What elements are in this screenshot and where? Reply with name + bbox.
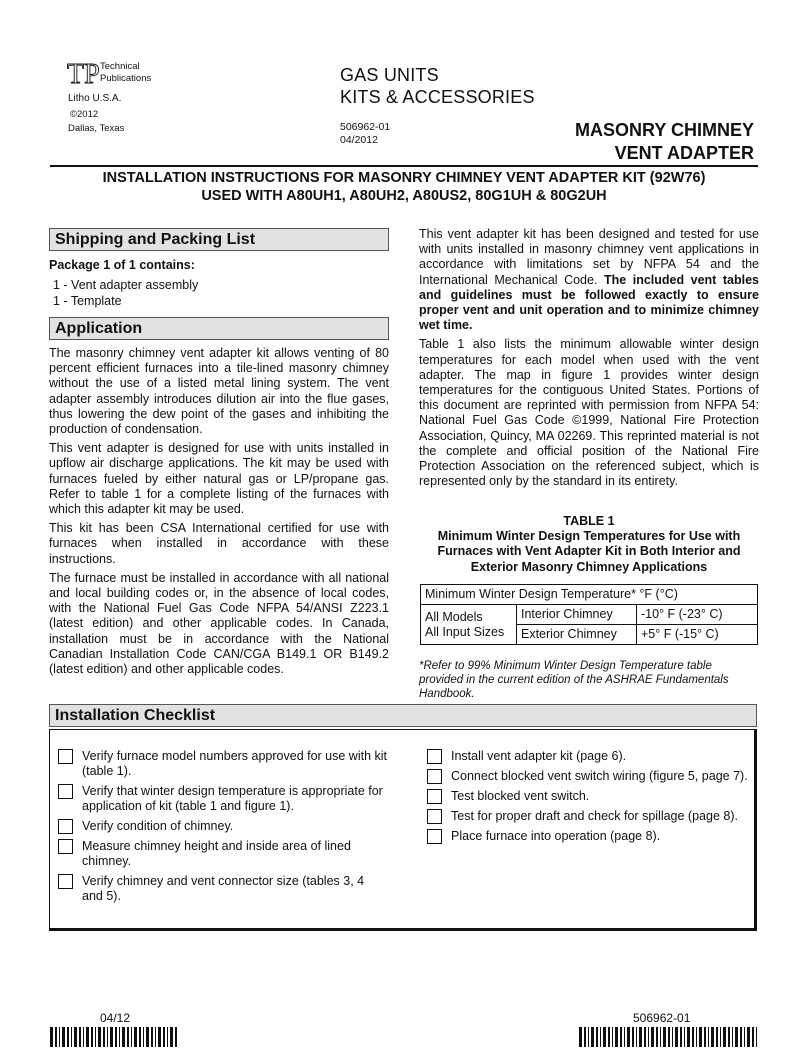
checklist-item-label: Place furnace into operation (page 8). [451, 829, 661, 843]
publisher-line2: Publications [100, 73, 152, 84]
barcode-bar [627, 1027, 630, 1047]
barcode-bar [71, 1027, 72, 1047]
checkbox[interactable] [58, 749, 73, 764]
barcode-bar [139, 1027, 141, 1047]
models-line1: All Models [425, 609, 483, 624]
barcode-bar [684, 1027, 685, 1047]
barcode-bar [127, 1027, 129, 1047]
doc-date: 04/2012 [340, 134, 378, 146]
litho-text: Litho U.S.A. [68, 93, 122, 104]
logo-mark: TP [67, 59, 100, 88]
barcode-bar [596, 1027, 598, 1047]
checkbox[interactable] [427, 809, 442, 824]
barcode-bar [704, 1027, 706, 1047]
barcode-bar [672, 1027, 673, 1047]
barcode-bar [134, 1027, 137, 1047]
barcode-bar [636, 1027, 637, 1047]
doc-id [340, 121, 390, 147]
checklist-item-label: Install vent adapter kit (page 6). [451, 749, 627, 763]
checklist-item [427, 809, 755, 824]
barcode-bar [151, 1027, 153, 1047]
copyright-text: ©2012 [70, 109, 99, 120]
barcode-bar [732, 1027, 733, 1047]
barcode-bar [680, 1027, 682, 1047]
barcode-bar [687, 1027, 690, 1047]
barcode-bar [624, 1027, 625, 1047]
main-title-line2: USED WITH A80UH1, A80UH2, A80US2, 80G1UH & 80G2UH [201, 188, 607, 204]
barcode-bar [170, 1027, 173, 1047]
checklist-item-label: Verify that winter design temperature is appropriate for application of kit (table 1 and figure 1). [82, 784, 383, 813]
checklist-item [427, 749, 755, 764]
barcode-bar [119, 1027, 120, 1047]
chimney-cell: Exterior Chimney [517, 625, 637, 645]
barcode-bar [744, 1027, 745, 1047]
barcode-bar [98, 1027, 101, 1047]
intro-p2: Table 1 also lists the minimum allowable winter design temperatures for each model when used with the vent adapter. The map in figure 1 provides winter design temperatures for the contiguous United States. Portions of this document are reprinted with permission from NFPA 54: National Fuel Gas Code ©1999, National Fire Protection Association, Quincy, MA 02269. This reprinted material is not the complete and official position of the National Fire Protection Association on the referenced subject, which is represented only by the standard in its entirety. [419, 337, 759, 489]
publisher-name [100, 61, 151, 85]
checkbox[interactable] [427, 749, 442, 764]
barcode-bar [723, 1027, 726, 1047]
barcode-bar [600, 1027, 601, 1047]
package-title: Package 1 of 1 contains: [49, 258, 195, 272]
temp-cell: +5° F (-15° C) [637, 625, 758, 645]
barcode-bar [740, 1027, 742, 1047]
barcode-bar [146, 1027, 149, 1047]
intro-p1 [419, 227, 759, 333]
barcode-bar [608, 1027, 610, 1047]
checklist-item [58, 749, 388, 779]
barcode-bar [107, 1027, 108, 1047]
barcode-bar [110, 1027, 113, 1047]
barcode-bar [668, 1027, 670, 1047]
header-rule [50, 165, 758, 167]
table-header-cell: Minimum Winter Design Temperature* °F (°C) [421, 585, 758, 605]
barcode-bar [752, 1027, 754, 1047]
barcode-bar [584, 1027, 586, 1047]
checkbox[interactable] [58, 784, 73, 799]
checklist-item [427, 829, 755, 844]
city-text: Dallas, Texas [68, 123, 125, 134]
table1-caption-text: Minimum Winter Design Temperatures for Use with Furnaces with Vent Adapter Kit in Both Interior and Exterior Masonry Chimney Applications [437, 529, 741, 574]
table1-note: *Refer to 99% Minimum Winter Design Temperature table provided in the current edition of the ASHRAE Fundamentals Handbook. [419, 660, 729, 700]
table1-label: TABLE 1 [563, 514, 615, 528]
package-item: 1 - Template [53, 294, 122, 308]
barcode-bar [620, 1027, 622, 1047]
checkbox[interactable] [58, 839, 73, 854]
tp-logo [66, 58, 102, 88]
table-row [421, 605, 758, 625]
barcode-bar [50, 1027, 53, 1047]
barcode-bar [612, 1027, 613, 1047]
barcode-bar [83, 1027, 84, 1047]
application-p2: This vent adapter is designed for use with units installed in upflow air discharge applications. The kit may be used with furnaces fueled by either natural gas or LP/propane gas. Refer to table 1 for a complete listing of the furnaces with which this adapter kit may be used. [49, 441, 389, 517]
barcode-bar [603, 1027, 606, 1047]
checklist-item-label: Connect blocked vent switch wiring (figure 5, page 7). [451, 769, 748, 783]
checklist-item-label: Measure chimney height and inside area of lined chimney. [82, 839, 351, 868]
checklist-item-label: Verify condition of chimney. [82, 819, 234, 833]
barcode-bar [651, 1027, 654, 1047]
intro-body [419, 227, 759, 493]
models-line2: All Input Sizes [425, 624, 505, 639]
checklist-heading: Installation Checklist [49, 704, 757, 727]
application-heading: Application [49, 317, 389, 340]
category-line1: GAS UNITS [340, 65, 439, 85]
barcode-bar [86, 1027, 89, 1047]
barcode-bar [747, 1027, 750, 1047]
checkbox[interactable] [427, 769, 442, 784]
barcode-bar [696, 1027, 697, 1047]
barcode-bar [675, 1027, 678, 1047]
barcode-bar [155, 1027, 156, 1047]
barcode-bar [720, 1027, 721, 1047]
doc-number: 506962-01 [340, 121, 391, 133]
barcode-bar [648, 1027, 649, 1047]
intro-p1-bold: The included vent tables and guidelines must be followed exactly to ensure proper vent and unit operation and to minimize chimney wet time. [419, 272, 759, 333]
barcode-bar [756, 1027, 757, 1047]
barcode-bar [143, 1027, 144, 1047]
checklist-item [58, 819, 388, 834]
barcode-bar [163, 1027, 165, 1047]
checkbox[interactable] [427, 789, 442, 804]
barcode-bar [692, 1027, 694, 1047]
barcode-bar [735, 1027, 738, 1047]
checklist-item [58, 874, 388, 904]
barcode-bar [699, 1027, 702, 1047]
winter-temp-table [420, 584, 758, 645]
barcode-bar [67, 1027, 69, 1047]
barcode-bar [158, 1027, 161, 1047]
application-p1: The masonry chimney vent adapter kit allows venting of 80 percent efficient furnaces into a tile-lined masonry chimney without the use of a listed metal lining system. The vent adapter assembly introduces dilution air into the flue gases, thus lowering the dew point of the gases and inhibiting the production of condensation. [49, 346, 389, 437]
category-line2: KITS & ACCESSORIES [340, 87, 535, 107]
models-cell [421, 605, 517, 645]
checkbox[interactable] [427, 829, 442, 844]
product-line1: MASONRY CHIMNEY [574, 120, 754, 140]
barcode-bar [122, 1027, 125, 1047]
checklist-item-label: Verify chimney and vent connector size (tables 3, 4 and 5). [82, 874, 365, 903]
barcode-bar [615, 1027, 618, 1047]
barcode-bar [131, 1027, 132, 1047]
shipping-heading: Shipping and Packing List [49, 228, 389, 251]
main-title-line1: INSTALLATION INSTRUCTIONS FOR MASONRY CHIMNEY VENT ADAPTER KIT (92W76) [102, 170, 706, 186]
checklist-item-label: Test blocked vent switch. [451, 789, 590, 803]
barcode-bar [175, 1027, 177, 1047]
checklist-left [58, 749, 388, 909]
barcode-bar [167, 1027, 168, 1047]
barcode-bar [716, 1027, 718, 1047]
barcode-bar [74, 1027, 77, 1047]
barcode-bar [728, 1027, 730, 1047]
package-item: 1 - Vent adapter assembly [53, 278, 199, 292]
footer-date: 04/12 [100, 1011, 131, 1025]
barcode-bar [644, 1027, 646, 1047]
barcode-bar [639, 1027, 642, 1047]
barcode-bar [663, 1027, 666, 1047]
application-p3: This kit has been CSA International certified for use with furnaces when installed in accordance with these instructions. [49, 521, 389, 566]
main-title [50, 169, 758, 205]
footer-doc-number: 506962-01 [633, 1011, 691, 1025]
barcode-bar [62, 1027, 65, 1047]
barcode-bar [656, 1027, 658, 1047]
barcode-bar [79, 1027, 81, 1047]
chimney-cell: Interior Chimney [517, 605, 637, 625]
checklist-item [58, 839, 388, 869]
barcode-bar [711, 1027, 714, 1047]
application-p4: The furnace must be installed in accordance with all national and local building codes or, in the absence of local codes, with the National Fuel Gas Code NFPA 54/ANSI Z223.1 (latest edition) and other applicable codes. In Canada, installation must be in accordance with the National Canadian Installation Code CAN/CGA B149.1 OR B149.2 (latest edition) and other applicable codes. [49, 570, 389, 677]
table-row [421, 585, 758, 605]
barcode-bar [95, 1027, 96, 1047]
checkbox[interactable] [58, 819, 73, 834]
barcode-bar [591, 1027, 594, 1047]
barcode-bar [103, 1027, 105, 1047]
checklist-right [427, 749, 755, 849]
barcode-bar [708, 1027, 709, 1047]
package-list [49, 277, 389, 309]
checklist-item [427, 789, 755, 804]
application-body [49, 346, 389, 681]
barcode-bar [55, 1027, 57, 1047]
intro-p1-text: This vent adapter kit has been designed and tested for use with units installed in masonry chimney vent applications in accordance with limitations set by NFPA 54 and the International Mechanical Code. [419, 227, 759, 287]
checkbox[interactable] [58, 874, 73, 889]
product-title [575, 119, 754, 165]
barcode-bar [632, 1027, 634, 1047]
checklist-item [58, 784, 388, 814]
barcode-left [50, 1027, 178, 1047]
temp-cell: -10° F (-23° C) [637, 605, 758, 625]
barcode-bar [579, 1027, 582, 1047]
barcode-bar [588, 1027, 589, 1047]
checklist-item [427, 769, 755, 784]
product-line2: VENT ADAPTER [614, 143, 754, 163]
category-title [340, 64, 535, 108]
barcode-bar [59, 1027, 60, 1047]
checklist-item-label: Test for proper draft and check for spillage (page 8). [451, 809, 738, 823]
publisher-line1: Technical [100, 61, 140, 72]
barcode-bar [660, 1027, 661, 1047]
table1-caption [419, 514, 759, 575]
barcode-bar [115, 1027, 117, 1047]
barcode-right [579, 1027, 759, 1047]
barcode-bar [91, 1027, 93, 1047]
checklist-item-label: Verify furnace model numbers approved for use with kit (table 1). [82, 749, 388, 778]
